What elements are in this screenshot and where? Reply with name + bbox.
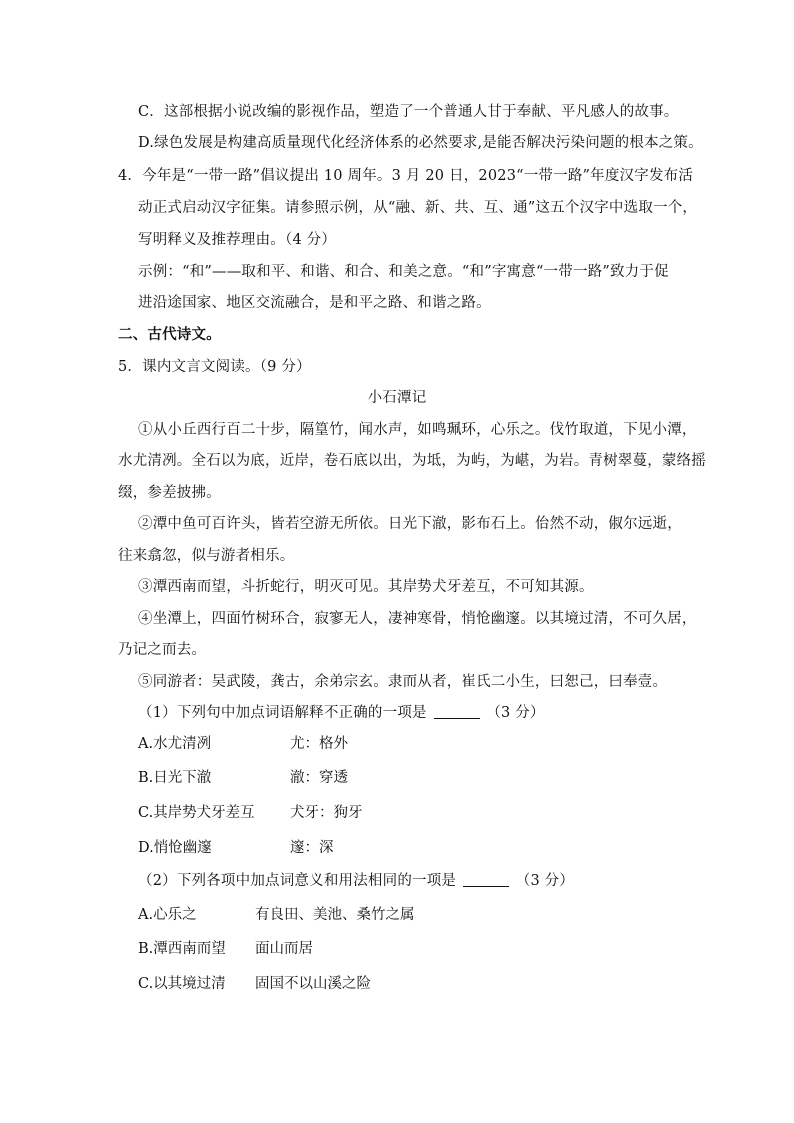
answer-blank[interactable] (434, 704, 480, 719)
q4-text-line-3: 写明释义及推荐理由。（4 分） (138, 232, 337, 248)
sub1-option-c-gloss: 犬牙：狗牙 (290, 805, 363, 821)
paragraph-1-line-2: 水尤清冽。全石以为底，近岸，卷石底以出，为坻，为屿，为嵁，为岩。青树翠蔓，蒙络摇 (118, 453, 706, 469)
subquestion-1 (138, 703, 545, 723)
paragraph-1-line-1: ①从小丘西行百二十步，隔篁竹，闻水声，如鸣珮环，心乐之。伐竹取道，下见小潭， (138, 422, 697, 438)
q4-text-line-1: 4．今年是“一带一路”倡议提出 10 周年。3 月 20 日，2023“一带一路”年度汉字发布活 (118, 168, 694, 184)
sub1-option-d-term: D.悄怆幽邃 (138, 840, 212, 856)
paragraph-5: ⑤同游者：吴武陵，龚古，余弟宗玄。隶而从者，崔氏二小生，曰恕己，曰奉壹。 (138, 674, 668, 690)
answer-blank[interactable] (463, 872, 509, 887)
subquestion-2 (138, 871, 574, 891)
sub2-option-c-left: C.以其境过清 (138, 976, 226, 992)
subquestion-1-text: （1）下列句中加点词语解释不正确的一项是 (138, 705, 427, 721)
q3-option-c: C．这部根据小说改编的影视作品，塑造了一个普通人甘于奉献、平凡感人的故事。 (138, 104, 679, 120)
sub2-option-c-right: 固国不以山溪之险 (255, 976, 371, 992)
subquestion-1-score: （3 分） (486, 705, 545, 721)
sub1-option-b-gloss: 澈：穿透 (290, 770, 348, 786)
sub1-option-c-term: C.其岸势犬牙差互 (138, 805, 255, 821)
subquestion-2-text: （2）下列各项中加点词意义和用法相同的一项是 (138, 873, 457, 889)
section-heading: 二、古代诗文。 (118, 326, 221, 343)
subquestion-2-score: （3 分） (515, 873, 575, 889)
passage-title: 小石潭记 (367, 390, 427, 406)
paragraph-4-line-2: 乃记之而去。 (118, 642, 207, 658)
sub1-option-b-term: B.日光下澈 (138, 770, 212, 786)
q4-text-line-2: 动正式启动汉字征集。请参照示例，从“融、新、共、互、通”这五个汉字中选取一个， (138, 200, 698, 216)
q5-heading: 5．课内文言文阅读。（9 分） (118, 359, 311, 375)
paragraph-2-line-2: 往来翕忽，似与游者相乐。 (118, 548, 295, 564)
q4-example-line-2: 进沿途国家、地区交流融合，是和平之路、和谐之路。 (138, 295, 491, 311)
paragraph-3: ③潭西南而望，斗折蛇行，明灭可见。其岸势犬牙差互，不可知其源。 (138, 579, 594, 595)
q4-example-line-1: 示例：“和”——取和平、和谐、和合、和美之意。“和”字寓意“一带一路”致力于促 (138, 264, 669, 280)
paragraph-2-line-1: ②潭中鱼可百许头，皆若空游无所依。日光下澈，影布石上。佁然不动，俶尔远逝， (138, 516, 682, 532)
paragraph-1-line-3: 缀，参差披拂。 (118, 485, 221, 501)
sub1-option-a-gloss: 尤：格外 (290, 736, 348, 752)
sub2-option-a-right: 有良田、美池、桑竹之属 (255, 907, 415, 923)
sub2-option-b-right: 面山而居 (255, 941, 313, 957)
q3-option-d: D.绿色发展是构建高质量现代化经济体系的必然要求,是能否解决污染问题的根本之策。 (138, 135, 703, 151)
sub2-option-a-left: A.心乐之 (138, 907, 197, 923)
sub2-option-b-left: B.潭西南而望 (138, 941, 226, 957)
paragraph-4-line-1: ④坐潭上，四面竹树环合，寂寥无人，凄神寒骨，悄怆幽邃。以其境过清，不可久居， (138, 611, 697, 627)
sub1-option-a-term: A.水尤清冽 (138, 736, 212, 752)
sub1-option-d-gloss: 邃：深 (290, 840, 334, 856)
